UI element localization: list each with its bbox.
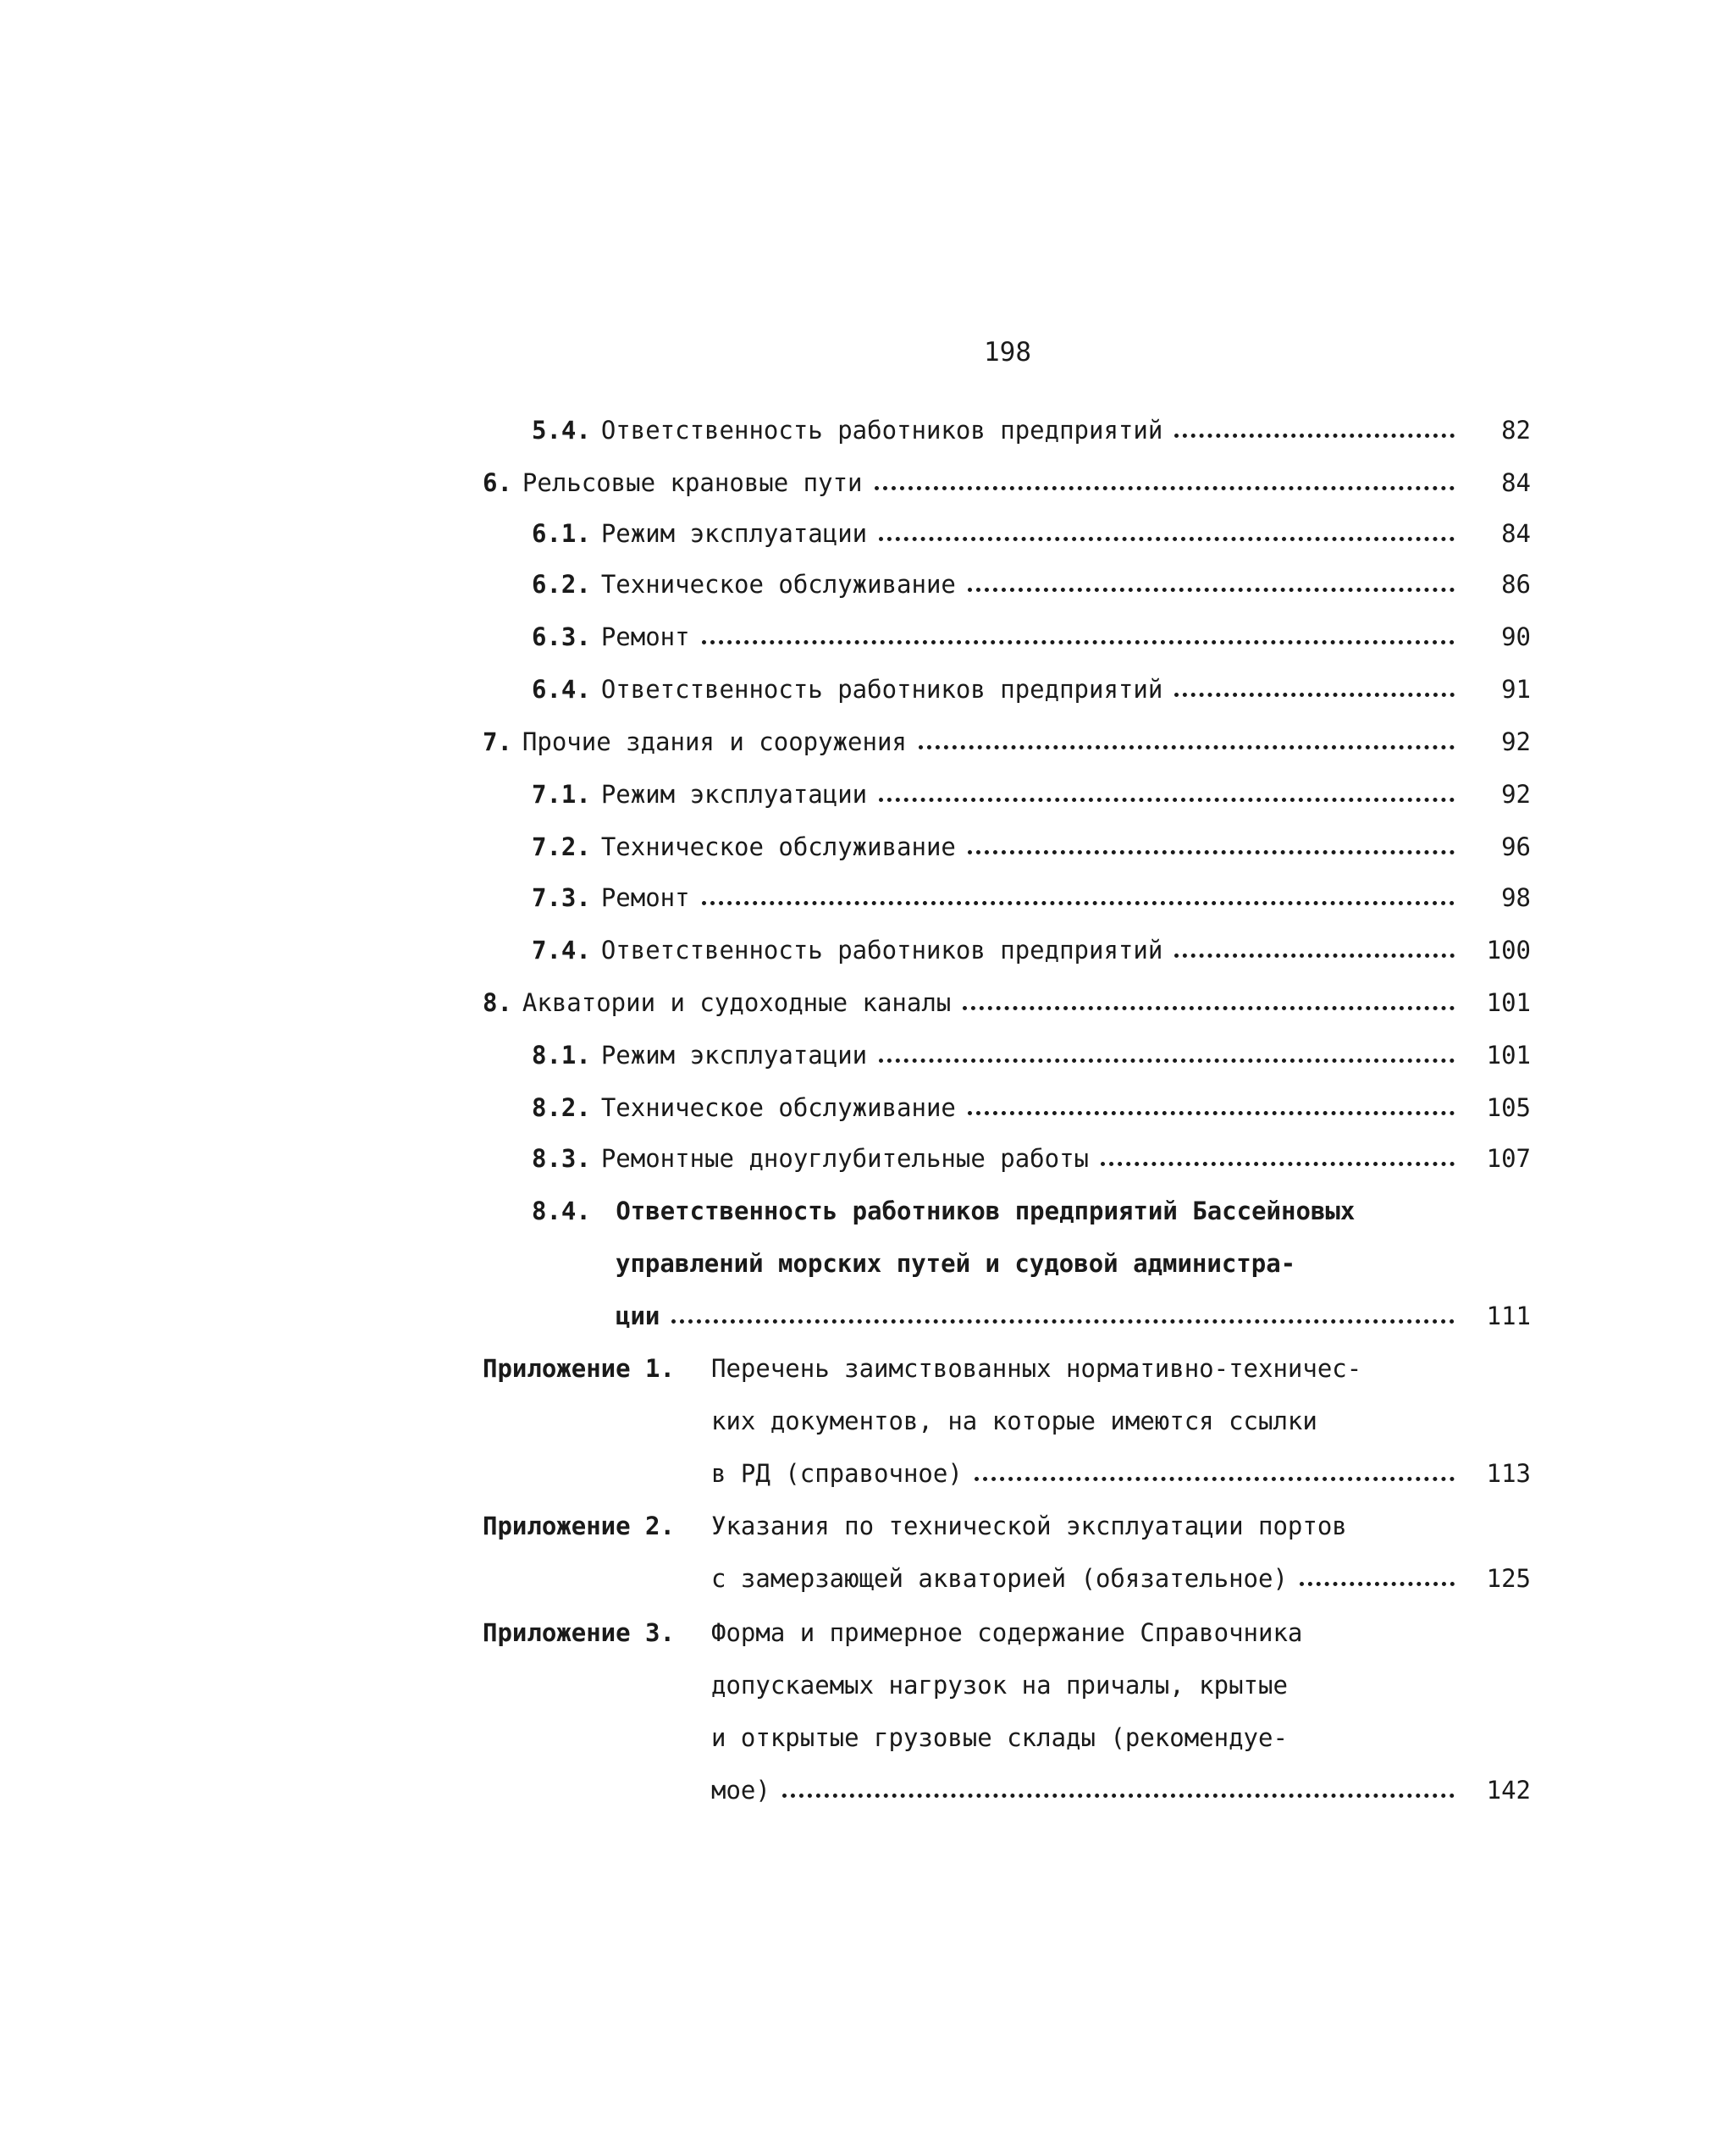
toc-entry-title: Ответственность работников предприятий: [600, 936, 1163, 965]
toc-entry-title: Режим эксплуатации: [600, 519, 868, 548]
toc-entry-number: 7.: [483, 727, 512, 756]
toc-entry-title: Ответственность работников предприятий: [600, 416, 1163, 445]
toc-entry-page: 107: [1486, 1144, 1531, 1173]
toc-entry-number: 7.4.: [532, 936, 591, 965]
toc-entry-title: Техническое обслуживание: [600, 832, 956, 861]
toc-entry-5-4: [532, 412, 1531, 449]
toc-entry-page: 101: [1486, 988, 1531, 1017]
toc-entry-title: Прочие здания и сооружения: [522, 727, 907, 756]
dot-leader: [975, 1477, 1455, 1481]
appendix-2: [483, 1507, 1531, 1545]
toc-entry-7-3: [532, 879, 1531, 916]
toc-entry-title: Режим эксплуатации: [600, 1041, 868, 1070]
toc-entry-7-1: [532, 776, 1531, 813]
dot-leader: [879, 537, 1455, 541]
toc-entry-title-line: управлений морских путей и судовой администра-: [616, 1249, 1296, 1278]
toc-entry-8-3: [532, 1140, 1531, 1177]
dot-leader: [919, 745, 1455, 749]
toc-entry-title: Акватории и судоходные каналы: [522, 988, 952, 1017]
toc-entry-page: 90: [1501, 622, 1531, 651]
toc-entry-page: 82: [1501, 416, 1531, 445]
appendix-page: 113: [1486, 1459, 1531, 1488]
appendix-label: Приложение 3.: [483, 1618, 675, 1647]
dot-leader: [1300, 1582, 1455, 1586]
toc-section-7: [483, 723, 1531, 760]
dot-leader: [702, 901, 1455, 905]
appendix-2-line2: [711, 1560, 1531, 1597]
appendix-title-line: в РД (справочное): [711, 1459, 963, 1488]
appendix-3-line4: [711, 1772, 1531, 1809]
toc-entry-title: Рельсовые крановые пути: [522, 468, 863, 497]
appendix-page: 125: [1486, 1564, 1531, 1593]
appendix-3-line3: [711, 1719, 1531, 1756]
toc-entry-page: 98: [1501, 883, 1531, 912]
toc-entry-8-1: [532, 1037, 1531, 1074]
toc-entry-6-4: [532, 671, 1531, 708]
dot-leader: [879, 798, 1455, 802]
dot-leader: [671, 1319, 1455, 1324]
appendix-label: Приложение 2.: [483, 1512, 675, 1540]
toc-entry-title-line: ции: [616, 1302, 660, 1330]
appendix-3-line2: [711, 1667, 1531, 1704]
toc-entry-number: 6.1.: [532, 519, 591, 548]
dot-leader: [968, 588, 1455, 592]
toc-entry-6-3: [532, 618, 1531, 655]
toc-entry-7-4: [532, 932, 1531, 969]
toc-entry-number: 8.3.: [532, 1144, 591, 1173]
toc-entry-page: 101: [1486, 1041, 1531, 1070]
appendix-label: Приложение 1.: [483, 1354, 675, 1383]
toc-entry-number: 5.4.: [532, 416, 591, 445]
toc-entry-number: 6.2.: [532, 570, 591, 599]
appendix-title-line: и открытые грузовые склады (рекомендуе-: [711, 1723, 1288, 1752]
toc-entry-number: 6.3.: [532, 622, 591, 651]
dot-leader: [1174, 954, 1455, 958]
toc-entry-8-4: [532, 1192, 1531, 1230]
toc-entry-title: Техническое обслуживание: [600, 1093, 956, 1122]
toc-entry-number: 8.2.: [532, 1093, 591, 1122]
toc-entry-8-4-line3: [616, 1297, 1531, 1335]
toc-entry-number: 8.4.: [532, 1197, 591, 1225]
toc-entry-7-2: [532, 828, 1531, 865]
toc-entry-number: 7.3.: [532, 883, 591, 912]
dot-leader: [875, 486, 1455, 490]
appendix-title-line: Перечень заимствованных нормативно-техничес-: [711, 1354, 1362, 1383]
toc-entry-title: Ремонт: [600, 622, 690, 651]
dot-leader: [782, 1794, 1455, 1798]
toc-entry-title: Техническое обслуживание: [600, 570, 956, 599]
toc-entry-page: 96: [1501, 832, 1531, 861]
toc-entry-title: Режим эксплуатации: [600, 780, 868, 809]
toc-entry-page: 92: [1501, 780, 1531, 809]
toc-entry-number: 6.4.: [532, 675, 591, 704]
dot-leader: [968, 1111, 1455, 1115]
appendix-1-line3: [711, 1455, 1531, 1492]
toc-entry-8-2: [532, 1089, 1531, 1126]
appendix-page: 142: [1486, 1776, 1531, 1805]
toc-entry-page: 111: [1486, 1302, 1531, 1330]
toc-entry-number: 7.2.: [532, 832, 591, 861]
appendix-title-line: мое): [711, 1776, 770, 1805]
dot-leader: [1174, 434, 1455, 438]
toc-section-6: [483, 464, 1531, 501]
appendix-1-line2: [711, 1402, 1531, 1440]
dot-leader: [879, 1059, 1455, 1063]
dot-leader: [1174, 693, 1455, 697]
appendix-title-line: Форма и примерное содержание Справочника: [711, 1618, 1303, 1647]
toc-entry-8-4-line2: [616, 1245, 1531, 1282]
toc-entry-page: 84: [1501, 519, 1531, 548]
toc-entry-title: Ответственность работников предприятий: [600, 675, 1163, 704]
toc-entry-page: 105: [1486, 1093, 1531, 1122]
toc-entry-title: Ремонт: [600, 883, 690, 912]
appendix-1: [483, 1350, 1531, 1387]
toc-entry-title: Ремонтные дноуглубительные работы: [600, 1144, 1090, 1173]
appendix-title-line: Указания по технической эксплуатации портов: [711, 1512, 1347, 1540]
appendix-title-line: ких документов, на которые имеются ссылки: [711, 1407, 1317, 1435]
toc-entry-page: 100: [1486, 936, 1531, 965]
appendix-title-line: с замерзающей акваторией (обязательное): [711, 1564, 1288, 1593]
appendix-3: [483, 1614, 1531, 1651]
appendix-title-line: допускаемых нагрузок на причалы, крытые: [711, 1671, 1288, 1700]
toc-entry-number: 6.: [483, 468, 512, 497]
toc-entry-6-1: [532, 515, 1531, 552]
toc-entry-number: 8.1.: [532, 1041, 591, 1070]
dot-leader: [702, 640, 1455, 644]
page-number: 198: [984, 337, 1031, 368]
toc-entry-title-line: Ответственность работников предприятий Бассейновых: [616, 1197, 1356, 1225]
dot-leader: [963, 1006, 1455, 1010]
toc-entry-number: 8.: [483, 988, 512, 1017]
toc-entry-page: 92: [1501, 727, 1531, 756]
toc-entry-page: 91: [1501, 675, 1531, 704]
toc-entry-page: 84: [1501, 468, 1531, 497]
toc-entry-number: 7.1.: [532, 780, 591, 809]
toc-entry-6-2: [532, 566, 1531, 603]
toc-section-8: [483, 984, 1531, 1021]
toc-entry-page: 86: [1501, 570, 1531, 599]
dot-leader: [1101, 1162, 1455, 1166]
dot-leader: [968, 850, 1455, 854]
